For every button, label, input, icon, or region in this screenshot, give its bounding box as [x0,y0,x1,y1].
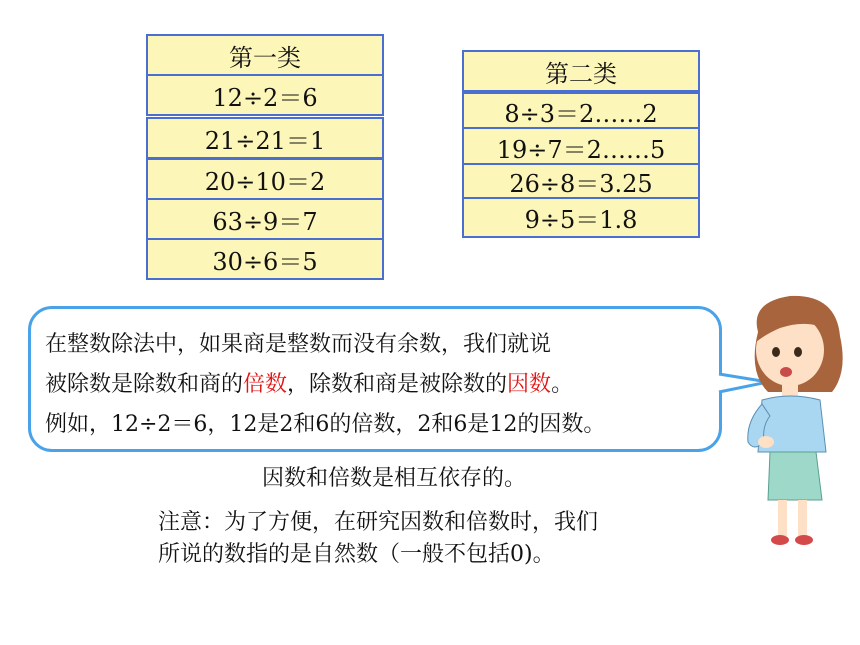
note-line-1: 注意：为了方便，在研究因数和倍数时，我们 [158,510,599,535]
table-row: 21÷21＝1 [146,117,384,159]
table-row: 30÷6＝5 [146,238,384,280]
definition-text: ，除数和商是被除数的 [287,372,508,397]
note-line-2: 所说的数指的是自然数（一般不包括0)。 [158,542,555,567]
definition-text: 被除数是除数和商的 [45,372,244,397]
definition-line-1: 在整数除法中，如果商是整数而没有余数，我们就说 [45,332,552,357]
table-row: 63÷9＝7 [146,198,384,240]
table-header-second: 第二类 [462,50,700,92]
definition-line-2 [45,367,573,398]
keyword-multiple: 倍数 [243,372,288,397]
example-line: 例如，12÷2＝6，12是2和6的倍数，2和6是12的因数。 [45,412,606,437]
table-row: 26÷8＝3.25 [462,163,700,199]
table-header-first: 第一类 [146,34,384,76]
definition-text: 。 [551,372,574,397]
table-row: 12÷2＝6 [146,74,384,116]
keyword-factor: 因数 [507,372,552,397]
teacher-illustration [740,292,852,554]
table-row: 8÷3＝2……2 [462,92,700,130]
speech-bubble [28,306,722,452]
table-row: 9÷5＝1.8 [462,197,700,238]
table-row: 19÷7＝2……5 [462,127,700,167]
note-interdependent: 因数和倍数是相互依存的。 [262,466,527,491]
table-row: 20÷10＝2 [146,158,384,200]
